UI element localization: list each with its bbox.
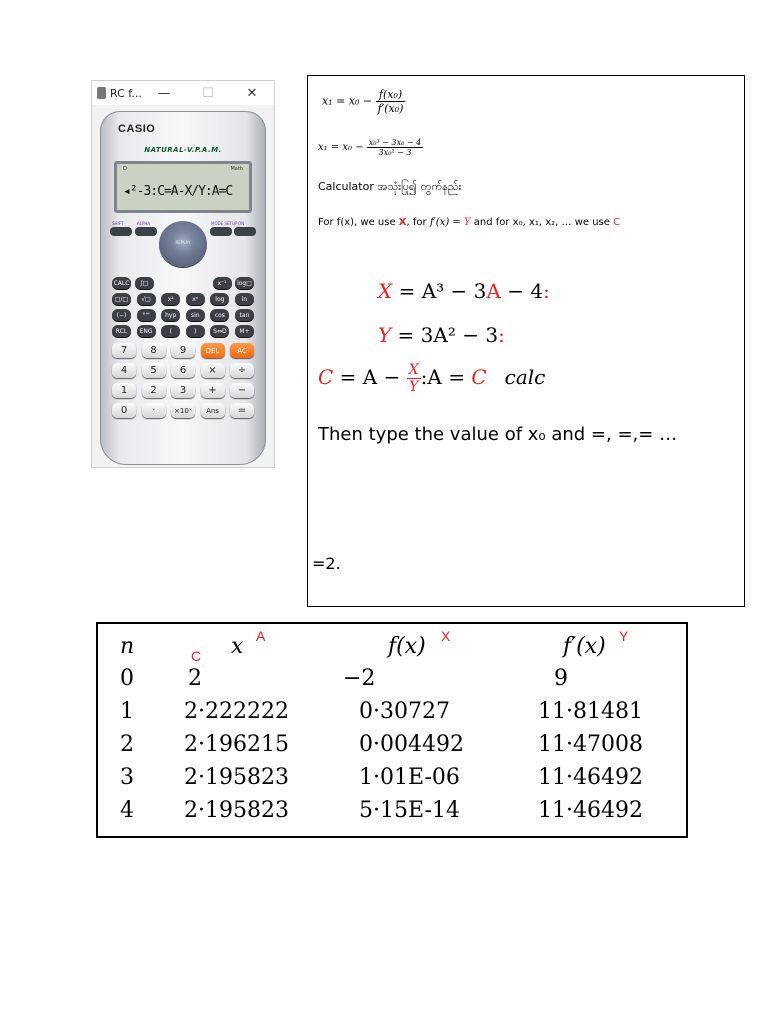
key-9[interactable]: 9 [171, 343, 195, 358]
cell-fpx: 11·46492 [538, 765, 643, 790]
iteration-table [96, 622, 688, 838]
calculator-display [114, 161, 252, 213]
key-cos[interactable]: cos [210, 309, 229, 321]
on-button[interactable] [234, 227, 256, 236]
key-ac[interactable]: AC [230, 343, 254, 358]
equation-y [378, 323, 505, 347]
key-multiply[interactable]: × [201, 363, 225, 378]
key-8[interactable]: 8 [142, 343, 166, 358]
mode-button[interactable] [210, 227, 232, 236]
key-ans[interactable]: Ans [201, 403, 225, 418]
cell-fpx: 9 [554, 666, 568, 691]
header-n: n [120, 634, 135, 659]
newton-fraction [376, 88, 406, 115]
equation-c [318, 362, 545, 395]
variable-rule [318, 217, 620, 228]
replay-label: REPLAY [175, 240, 191, 245]
eq-x-var: X [378, 279, 393, 303]
calculator-body [100, 111, 266, 465]
cell-fpx: 11·81481 [538, 699, 643, 724]
key-del[interactable]: DEL [201, 343, 225, 358]
eq-y-body: = 3A² − 3 [391, 323, 499, 347]
key-7[interactable]: 7 [112, 343, 136, 358]
eq-y-var: Y [378, 323, 392, 347]
key-2[interactable]: 2 [142, 383, 166, 398]
rule-fprime: f′(x) = [429, 217, 464, 228]
key-degrees[interactable]: °'" [137, 309, 156, 321]
key-hyp[interactable]: hyp [161, 309, 180, 321]
rule-c-letter: C [613, 217, 621, 228]
cell-fx: 1·01E-06 [359, 765, 460, 790]
newton-lhs: x₁ = x₀ − [322, 94, 373, 108]
key-negative[interactable]: (−) [112, 309, 131, 321]
brand-logo: CASIO [118, 123, 156, 135]
key-rcl[interactable]: RCL [112, 325, 131, 337]
window-title: RC f... [110, 86, 142, 100]
alpha-label: ALPHA [137, 221, 151, 226]
cell-fpx: 11·47008 [538, 732, 643, 757]
substituted-fraction [367, 138, 423, 157]
mode-label: MODE SETUP [211, 221, 238, 226]
replay-dpad[interactable] [159, 221, 207, 267]
cell-n: 1 [120, 699, 134, 724]
key-3[interactable]: 3 [171, 383, 195, 398]
cell-fpx: 11·46492 [538, 798, 643, 823]
cell-x: 2·195823 [184, 765, 289, 790]
key-open-paren[interactable]: ( [161, 325, 180, 337]
key-equals[interactable]: = [230, 403, 254, 418]
eq-c-num: X [408, 362, 419, 378]
key-s-d[interactable]: S⇔D [210, 325, 229, 337]
cell-n: 2 [120, 732, 134, 757]
cell-n: 4 [120, 798, 134, 823]
cell-fx: 0·004492 [359, 732, 464, 757]
cell-fx: −2 [343, 666, 376, 691]
cell-x: 2·222222 [184, 699, 289, 724]
rule-y-letter: Y [463, 217, 471, 228]
app-icon [97, 87, 106, 99]
key-m-plus[interactable]: M+ [235, 325, 254, 337]
key-minus[interactable]: − [230, 383, 254, 398]
eq-c-calc: calc [504, 365, 546, 389]
header-fpx: f′(x) [563, 634, 606, 659]
eq-c-fraction [407, 362, 421, 395]
cell-x: 2·196215 [184, 732, 289, 757]
key-square[interactable]: x² [161, 293, 180, 305]
then-instruction: Then type the value of x₀ and =, =,= … [318, 424, 678, 445]
eq-x-a: A [486, 279, 501, 303]
on-label: ON [238, 221, 245, 226]
newton-formula [322, 88, 405, 115]
rule-text-2: , for [406, 217, 430, 228]
eq-x-rest: − 4 [500, 279, 544, 303]
key-close-paren[interactable]: ) [186, 325, 205, 337]
indicator-degree: D [123, 166, 127, 172]
key-sin[interactable]: sin [186, 309, 205, 321]
cell-fx: 5·15E-14 [359, 798, 460, 823]
key-eng[interactable]: ENG [137, 325, 156, 337]
minimize-button[interactable]: — [157, 85, 171, 101]
calculator-window [91, 80, 275, 468]
display-indicators [123, 166, 243, 172]
annotation-y: Y [619, 628, 629, 644]
key-tan[interactable]: tan [235, 309, 254, 321]
cell-fx: 0·30727 [359, 699, 450, 724]
header-fx: f(x) [388, 634, 426, 659]
key-fraction[interactable]: □/□ [112, 293, 131, 305]
key-6[interactable]: 6 [171, 363, 195, 378]
rule-x-letter: X [398, 217, 407, 228]
keypad [112, 277, 254, 422]
control-area [110, 221, 256, 277]
substituted-denominator: 3x₀² − 3 [378, 148, 412, 157]
annotation-a: A [256, 628, 266, 644]
close-button[interactable]: ✕ [246, 85, 258, 101]
key-inverse[interactable]: x⁻¹ [213, 277, 232, 289]
key-ln[interactable]: ln [235, 293, 254, 305]
key-4[interactable]: 4 [112, 363, 136, 378]
maximize-button[interactable]: ☐ [202, 85, 214, 101]
eq-c-var: C [318, 365, 334, 389]
equation-x [378, 279, 550, 303]
window-titlebar [92, 81, 274, 105]
alpha-button[interactable] [135, 227, 157, 236]
annotation-x: X [441, 628, 451, 644]
key-plus[interactable]: + [201, 383, 225, 398]
key-log-base[interactable]: log□ [235, 277, 254, 289]
eq-c-c2: C [471, 365, 487, 389]
model-label: NATURAL-V.P.A.M. [144, 146, 222, 154]
result-text: =2. [312, 554, 341, 573]
key-x10[interactable]: ×10ˣ [171, 403, 195, 418]
key-5[interactable]: 5 [142, 363, 166, 378]
eq-x-body: = A³ − 3 [392, 279, 487, 303]
substituted-lhs: x₁ = x₀ − [318, 142, 364, 153]
newton-denominator: f′(x₀) [377, 102, 404, 115]
substituted-formula [318, 138, 423, 157]
key-decimal[interactable]: · [142, 403, 166, 418]
eq-c-den: Y [409, 379, 419, 395]
key-divide[interactable]: ÷ [230, 363, 254, 378]
rule-text-1: For f(x), we use [318, 217, 399, 228]
key-integral[interactable]: ∫□ [135, 277, 154, 289]
key-sqrt[interactable]: √□ [137, 293, 156, 305]
key-power[interactable]: xⁿ [186, 293, 205, 305]
eq-y-colon: : [498, 323, 505, 347]
key-log[interactable]: log [210, 293, 229, 305]
eq-c-mid: :A = [420, 365, 472, 389]
annotation-c: C [191, 648, 202, 664]
indicator-math: Math [230, 166, 243, 172]
eq-x-colon: : [543, 279, 550, 303]
rule-text-3: and for x₀, x₁, x₂, … we use [470, 217, 614, 228]
cell-x: 2·195823 [184, 798, 289, 823]
eq-c-body: = A − [333, 365, 407, 389]
newton-numerator: f(x₀) [376, 88, 406, 102]
key-1[interactable]: 1 [112, 383, 136, 398]
key-calc[interactable]: CALC [112, 277, 131, 289]
shift-button[interactable] [110, 227, 132, 236]
header-x: x [231, 634, 244, 659]
calculator-usage-heading: Calculator အသုံးပြု၍ တွက်နည်း [318, 180, 462, 193]
instruction-panel [307, 75, 745, 607]
shift-label: SHIFT [112, 221, 124, 226]
cell-n: 0 [120, 666, 134, 691]
cell-x: 2 [188, 666, 202, 691]
cell-n: 3 [120, 765, 134, 790]
substituted-numerator: x₀³ − 3x₀ − 4 [368, 138, 422, 147]
display-expression: ◂²-3:C=A-X/Y:A=C [123, 184, 233, 199]
key-0[interactable]: 0 [112, 403, 136, 418]
